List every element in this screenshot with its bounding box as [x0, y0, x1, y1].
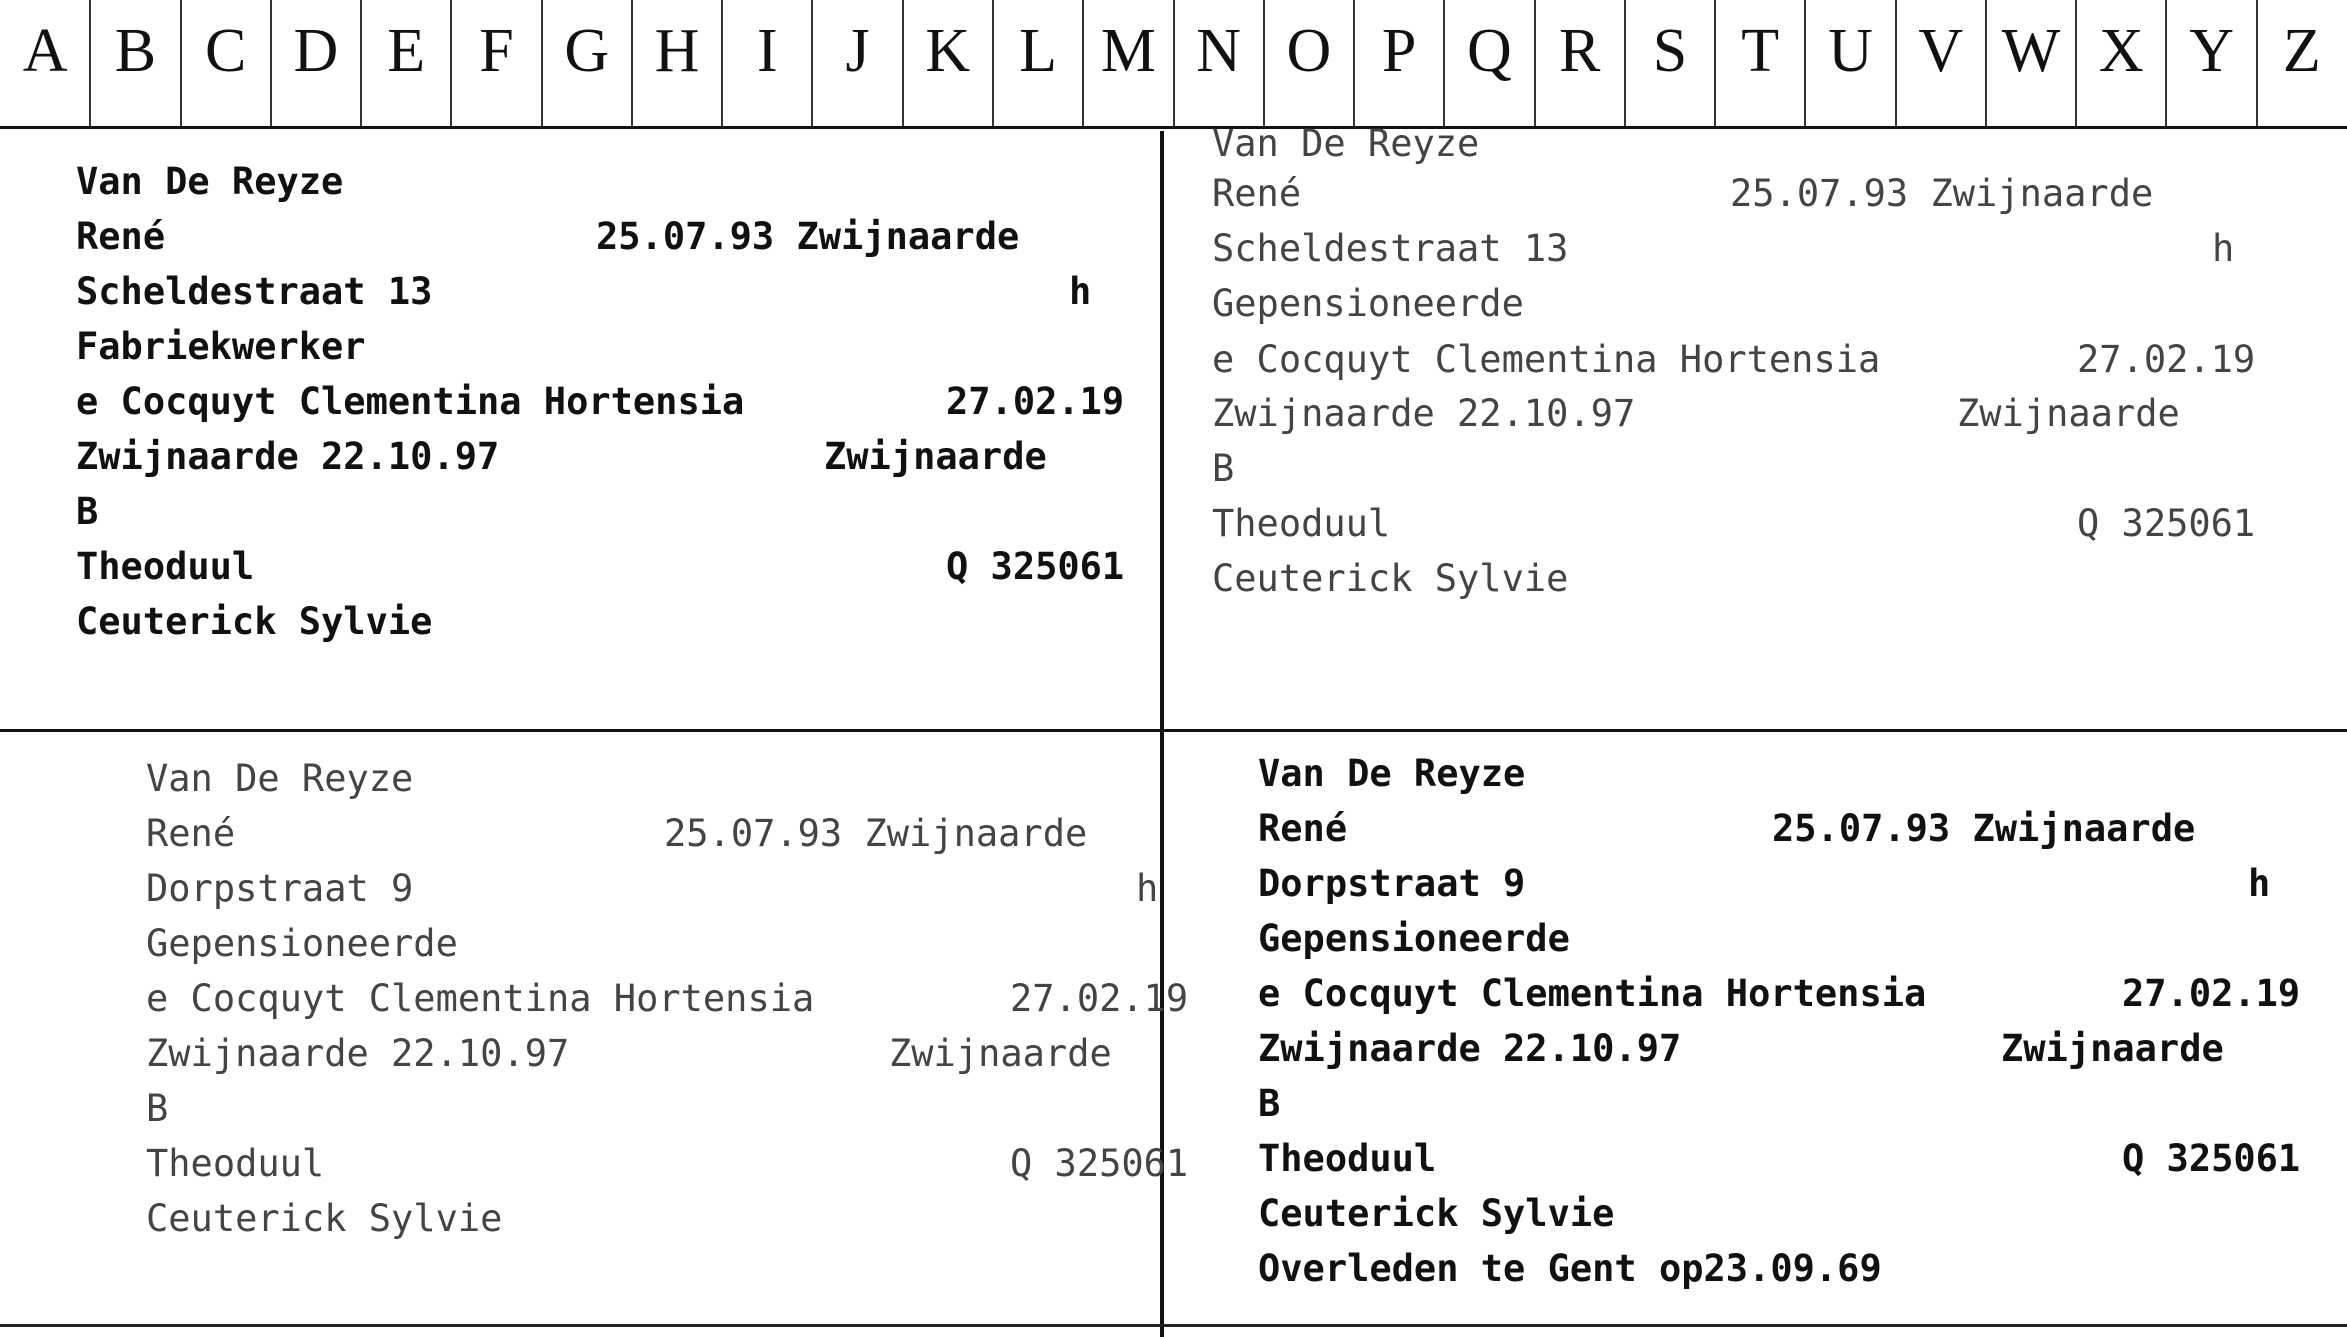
alphabet-letter-k — [903, 0, 993, 126]
alphabet-letter-a — [0, 0, 90, 126]
alphabet-separator — [811, 0, 813, 126]
alphabet-letter-m — [1083, 0, 1173, 126]
card-spouse-birth: 27.02.19 — [2077, 338, 2256, 381]
card-first-name: René — [76, 215, 166, 258]
card-code: B — [76, 490, 99, 533]
card-first-name: René — [1212, 172, 1302, 215]
alphabet-separator — [1895, 0, 1897, 126]
card-spouse-birth: 27.02.19 — [2122, 972, 2301, 1015]
card-address: Scheldestraat 13 — [76, 270, 433, 313]
card-reference: Q 325061 — [946, 545, 1125, 588]
card-mother: Ceuterick Sylvie — [76, 600, 433, 643]
card-marriage: Zwijnaarde 22.10.97 — [1258, 1027, 1682, 1070]
alphabet-letter-g — [542, 0, 632, 126]
card-marriage-place: Zwijnaarde — [2001, 1027, 2224, 1070]
card-second-name: Theoduul — [1258, 1137, 1437, 1180]
alphabet-letter-label: X — [2098, 16, 2144, 85]
alphabet-letter-y — [2166, 0, 2256, 126]
card-code: B — [1258, 1082, 1281, 1125]
alphabet-index-strip — [0, 0, 2347, 129]
card-address: Dorpstraat 9 — [1258, 862, 1526, 905]
alphabet-separator — [1804, 0, 1806, 126]
card-spouse: e Cocquyt Clementina Hortensia — [146, 977, 815, 1020]
alphabet-letter-label: T — [1741, 16, 1780, 85]
alphabet-separator — [1714, 0, 1716, 126]
card-occupation: Gepensioneerde — [1212, 282, 1524, 325]
alphabet-letter-label: U — [1828, 16, 1873, 85]
alphabet-letter-z — [2257, 0, 2347, 126]
alphabet-letter-label: E — [387, 16, 426, 85]
alphabet-letter-h — [632, 0, 722, 126]
alphabet-letter-label: L — [1019, 16, 1058, 85]
alphabet-letter-label: J — [845, 16, 870, 85]
card-mother: Ceuterick Sylvie — [1258, 1192, 1615, 1235]
card-birth: 25.07.93 Zwijnaarde — [596, 215, 1020, 258]
card-marker: h — [1136, 867, 1159, 910]
card-spouse-birth: 27.02.19 — [946, 380, 1125, 423]
card-marriage-place: Zwijnaarde — [889, 1032, 1112, 1075]
alphabet-separator — [1624, 0, 1626, 126]
card-marriage: Zwijnaarde 22.10.97 — [146, 1032, 570, 1075]
alphabet-separator — [2075, 0, 2077, 126]
alphabet-letter-o — [1264, 0, 1354, 126]
alphabet-letter-label: Y — [2189, 16, 2234, 85]
card-reference: Q 325061 — [2122, 1137, 2301, 1180]
alphabet-letter-label: G — [564, 16, 610, 85]
card-marker: h — [2212, 227, 2235, 270]
card-mother: Ceuterick Sylvie — [146, 1197, 503, 1240]
alphabet-letter-f — [451, 0, 541, 126]
card-code: B — [146, 1087, 169, 1130]
card-first-name: René — [1258, 807, 1348, 850]
card-surname: Van De Reyze — [76, 160, 344, 203]
alphabet-separator — [2256, 0, 2258, 126]
alphabet-letter-n — [1174, 0, 1264, 126]
alphabet-separator — [902, 0, 904, 126]
card-marker: h — [1069, 270, 1092, 313]
alphabet-separator — [180, 0, 182, 126]
alphabet-letter-p — [1354, 0, 1444, 126]
card-marriage-place: Zwijnaarde — [1957, 392, 2180, 435]
alphabet-letter-b — [90, 0, 180, 126]
alphabet-separator — [541, 0, 543, 126]
alphabet-letter-label: K — [925, 16, 971, 85]
card-marriage: Zwijnaarde 22.10.97 — [1212, 392, 1636, 435]
alphabet-letter-label: R — [1559, 16, 1601, 85]
alphabet-letter-label: A — [22, 16, 68, 85]
alphabet-separator — [1173, 0, 1175, 126]
alphabet-letter-r — [1535, 0, 1625, 126]
alphabet-letter-label: V — [1918, 16, 1964, 85]
alphabet-letter-label: H — [654, 16, 700, 85]
card-address: Scheldestraat 13 — [1212, 227, 1569, 270]
card-birth: 25.07.93 Zwijnaarde — [664, 812, 1088, 855]
alphabet-separator — [1985, 0, 1987, 126]
card-second-name: Theoduul — [1212, 502, 1391, 545]
card-code: B — [1212, 447, 1235, 490]
card-occupation: Gepensioneerde — [146, 922, 458, 965]
card-second-name: Theoduul — [76, 545, 255, 588]
card-surname: Van De Reyze — [146, 757, 414, 800]
alphabet-separator — [270, 0, 272, 126]
card-marker: h — [2248, 862, 2271, 905]
card-birth: 25.07.93 Zwijnaarde — [1772, 807, 2196, 850]
alphabet-letter-label: D — [293, 16, 339, 85]
alphabet-letter-label: F — [479, 16, 514, 85]
alphabet-letter-label: S — [1652, 16, 1688, 85]
alphabet-letter-label: O — [1286, 16, 1332, 85]
alphabet-separator — [2165, 0, 2167, 126]
alphabet-separator — [1443, 0, 1445, 126]
card-second-name: Theoduul — [146, 1142, 325, 1185]
alphabet-letter-c — [181, 0, 271, 126]
card-spouse: e Cocquyt Clementina Hortensia — [76, 380, 745, 423]
alphabet-separator — [992, 0, 994, 126]
alphabet-letter-label: B — [114, 16, 157, 85]
alphabet-letter-d — [271, 0, 361, 126]
card-divider-bottom — [0, 1324, 2347, 1327]
card-first-name: René — [146, 812, 236, 855]
alphabet-letter-label: Z — [2282, 16, 2321, 85]
alphabet-letter-l — [993, 0, 1083, 126]
alphabet-letter-label: N — [1196, 16, 1242, 85]
card-spouse: e Cocquyt Clementina Hortensia — [1258, 972, 1927, 1015]
card-death-note: Overleden te Gent op23.09.69 — [1258, 1247, 1882, 1290]
alphabet-letter-e — [361, 0, 451, 126]
alphabet-letter-s — [1625, 0, 1715, 126]
card-divider-horizontal — [0, 729, 2347, 732]
card-surname: Van De Reyze — [1258, 752, 1526, 795]
card-address: Dorpstraat 9 — [146, 867, 414, 910]
alphabet-letter-t — [1715, 0, 1805, 126]
alphabet-letter-q — [1444, 0, 1534, 126]
card-spouse: e Cocquyt Clementina Hortensia — [1212, 338, 1881, 381]
card-occupation: Gepensioneerde — [1258, 917, 1570, 960]
card-mother: Ceuterick Sylvie — [1212, 557, 1569, 600]
alphabet-letter-u — [1805, 0, 1895, 126]
alphabet-letter-label: C — [204, 16, 247, 85]
alphabet-letter-label: Q — [1467, 16, 1512, 85]
alphabet-separator — [1534, 0, 1536, 126]
alphabet-separator — [450, 0, 452, 126]
card-marriage: Zwijnaarde 22.10.97 — [76, 435, 500, 478]
alphabet-separator — [360, 0, 362, 126]
alphabet-letter-x — [2076, 0, 2166, 126]
card-reference: Q 325061 — [1010, 1142, 1189, 1185]
alphabet-separator — [1353, 0, 1355, 126]
alphabet-separator — [631, 0, 633, 126]
alphabet-letter-j — [812, 0, 902, 126]
alphabet-separator — [89, 0, 91, 126]
alphabet-letter-label: M — [1100, 16, 1156, 85]
alphabet-separator — [1263, 0, 1265, 126]
card-birth: 25.07.93 Zwijnaarde — [1730, 172, 2154, 215]
card-occupation: Fabriekwerker — [76, 325, 366, 368]
card-spouse-birth: 27.02.19 — [1010, 977, 1189, 1020]
alphabet-letter-v — [1896, 0, 1986, 126]
alphabet-letter-label: I — [756, 16, 778, 85]
alphabet-letter-label: P — [1381, 16, 1417, 85]
alphabet-separator — [1082, 0, 1084, 126]
alphabet-letter-label: W — [2001, 16, 2061, 85]
alphabet-letter-i — [722, 0, 812, 126]
alphabet-separator — [721, 0, 723, 126]
alphabet-letter-w — [1986, 0, 2076, 126]
card-surname: Van De Reyze — [1212, 122, 1480, 165]
card-reference: Q 325061 — [2077, 502, 2256, 545]
card-marriage-place: Zwijnaarde — [824, 435, 1047, 478]
